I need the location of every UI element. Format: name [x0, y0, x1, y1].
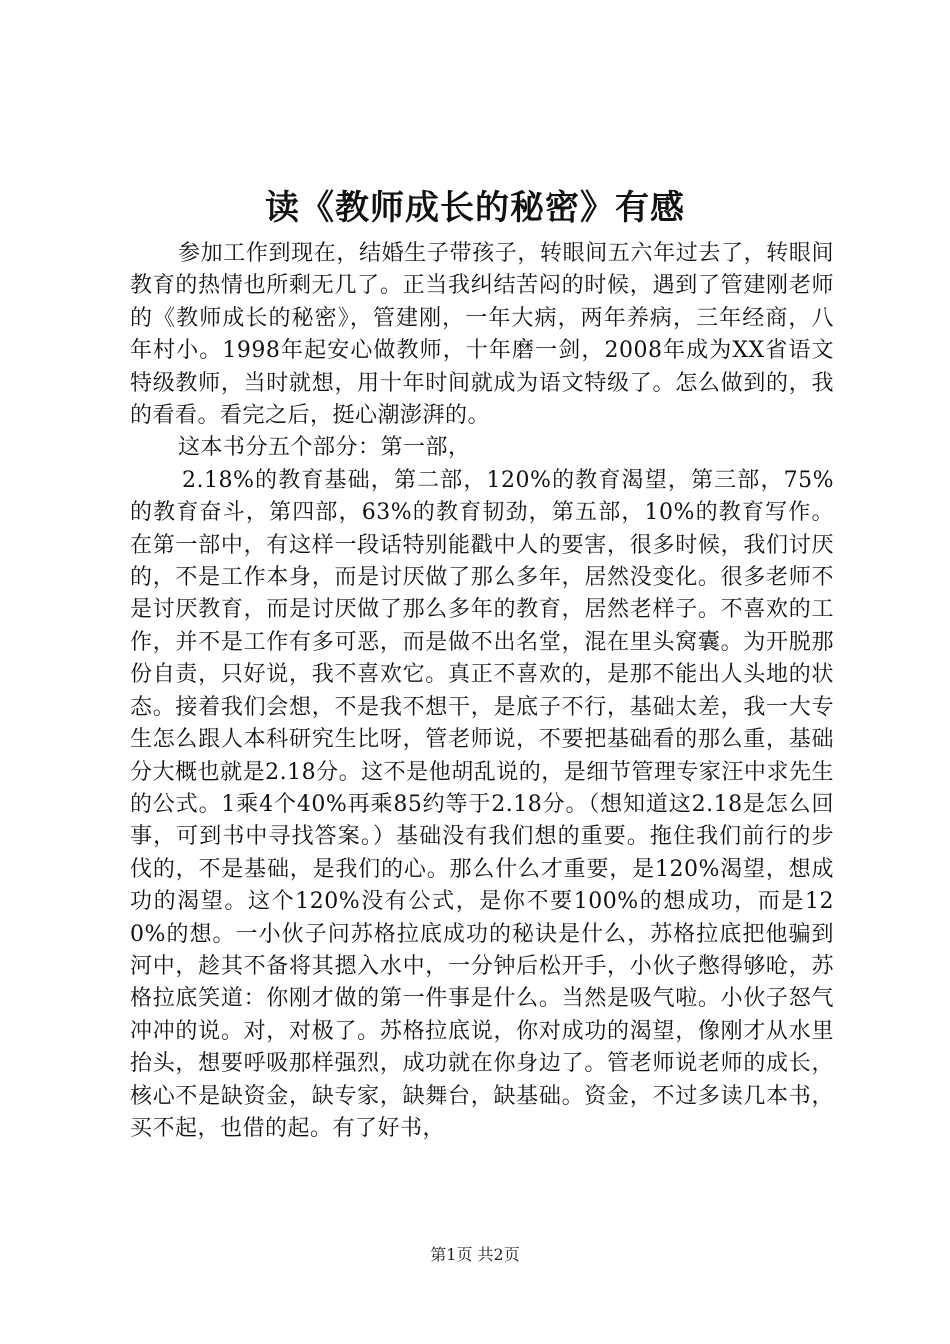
paragraph: 2.18%的教育基础，第二部，120%的教育渴望，第三部，75%的教育奋斗，第四部，63%的教育韧劲，第五部，10%的教育写作。在第一部中，有这样一段话特别能戳中人的要害，很多时候，我们讨厌的，不是工作本身，而是讨厌做了那么多年，居然没变化。很多老师不是讨厌教育，而是讨厌做了那么多年的教育，居然老样子。不喜欢的工作，并不是工作有多可恶，而是做不出名堂，混在里头窝囊。为开脱那份自责，只好说，我不喜欢它。真正不喜欢的，是那不能出人头地的状态。接着我们会想，不是我不想干，是底子不行，基础太差，我一大专生怎么跟人本科研究生比呀，管老师说，不要把基础看的那么重，基础分大概也就是2.18分。这不是他胡乱说的，是细节管理专家汪中求先生的公式。1乘4个40%再乘85约等于2.18分。（想知道这2.18是怎么回事，可到书中寻找答案。）基础没有我们想的重要。拖住我们前行的步伐的，不是基础，是我们的心。那么什么才重要，是120%渴望，想成功的渴望。这个120%没有公式，是你不要100%的想成功，而是120%的想。一小伙子问苏格拉底成功的秘诀是什么，苏格拉底把他骗到河中，趁其不备将其摁入水中，一分钟后松开手，小伙子憋得够呛，苏格拉底笑道：你刚才做的第一件事是什么。当然是吸气啦。小伙子怒气冲冲的说。对，对极了。苏格拉底说，你对成功的渴望，像刚才从水里抬头，想要呼吸那样强烈，成功就在你身边了。管老师说老师的成长，核心不是缺资金，缺专家，缺舞台，缺基础。资金，不过多读几本书，买不起，也借的起。有了好书， — [130, 467, 834, 1141]
paragraph: 这本书分五个部分：第一部， — [178, 435, 471, 461]
document-body — [130, 238, 834, 1145]
page-number: 第1页 共2页 — [430, 1245, 520, 1264]
page-title: 读《教师成长的秘密》有感 — [265, 188, 685, 228]
paragraph: 参加工作到现在，结婚生子带孩子，转眼间五六年过去了，转眼间教育的热情也所剩无几了。正当我纠结苦闷的时候，遇到了管建刚老师的《教师成长的秘密》，管建刚，一年大病，两年养病，三年经商，八年村小。1998年起安心做教师，十年磨一剑，2008年成为XX省语文特级教师，当时就想，用十年时间就成为语文特级了。怎么做到的，我的看看。看完之后，挺心潮澎湃的。 — [130, 241, 834, 429]
